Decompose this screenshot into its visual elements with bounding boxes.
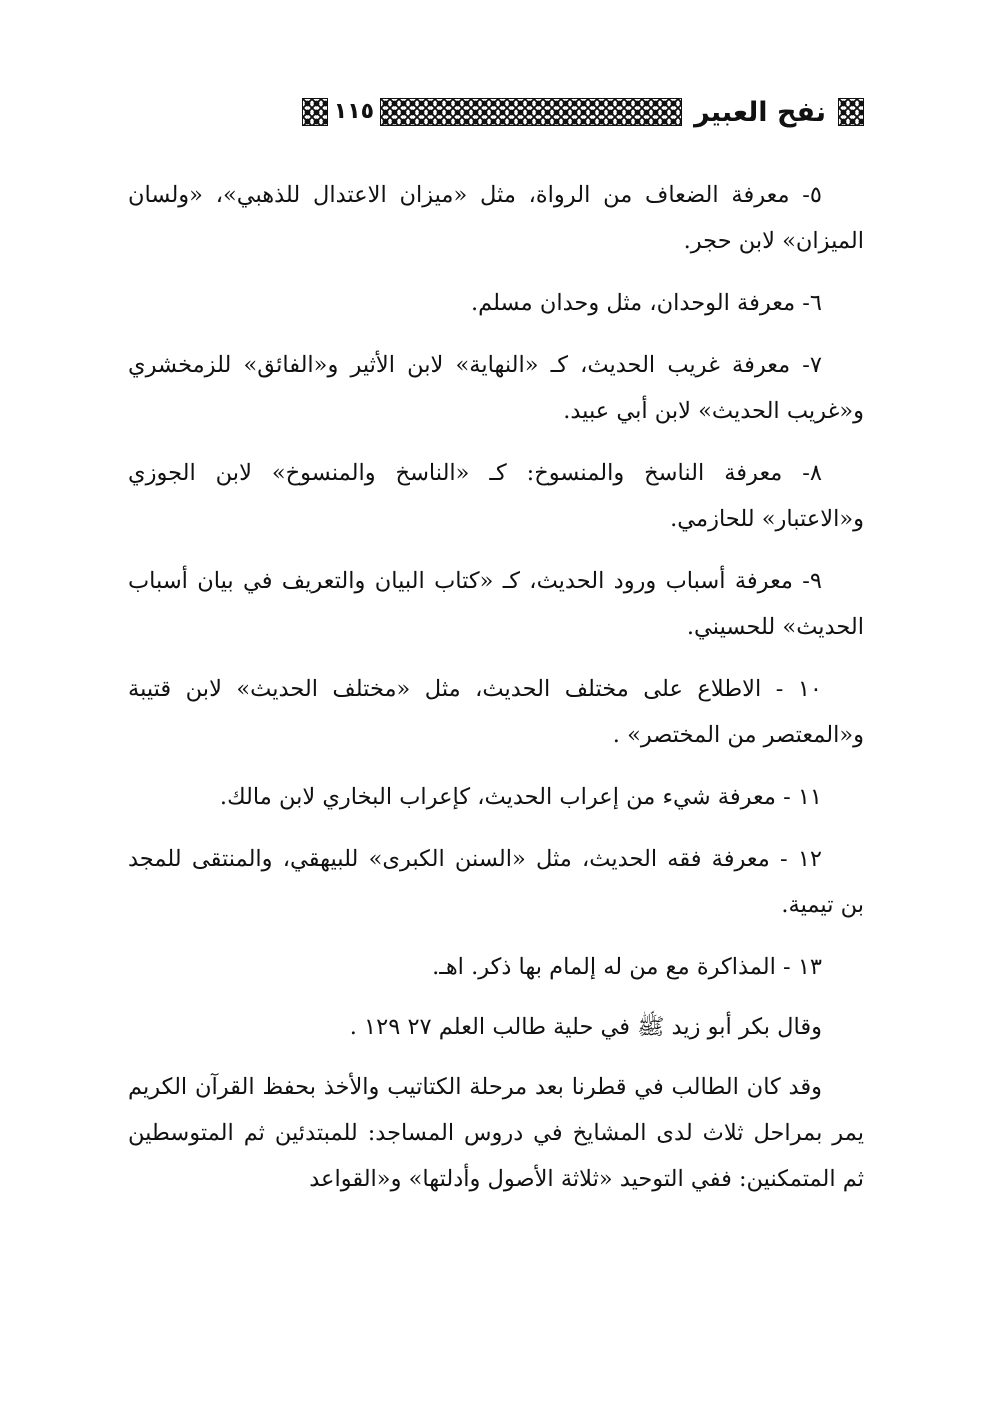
page-number: ١١٥ xyxy=(333,99,375,124)
ornament-block xyxy=(838,98,864,126)
ornament-band xyxy=(380,98,682,126)
paragraph-item-11: ١١ - معرفة شيء من إعراب الحديث، كإعراب البخاري لابن مالك. xyxy=(219,784,822,810)
paragraph-narrative: وقد كان الطالب في قطرنا بعد مرحلة الكتاتيب والأخذ بحفظ القرآن الكريم يمر بمراحل ثلاث لدى المشايخ في دروس المساجد: للمبتدئين ثم المتوسطين ثم المتمكنين: ففي التوحيد «ثلاثة الأصول وأدلتها» و«القواعد xyxy=(128,1074,864,1192)
body-text xyxy=(128,172,864,1218)
paragraph-item-12: ١٢ - معرفة فقه الحديث، مثل «السنن الكبرى» للبيهقي، والمنتقى للمجد بن تيمية. xyxy=(128,846,864,918)
running-header xyxy=(128,92,864,132)
book-title: نفح العبير xyxy=(694,96,826,128)
paragraph-item-8: ٨- معرفة الناسخ والمنسوخ: كـ «الناسخ والمنسوخ» لابن الجوزي و«الاعتبار» للحازمي. xyxy=(128,460,864,532)
paragraph-item-10: ١٠ - الاطلاع على مختلف الحديث، مثل «مختلف الحديث» لابن قتيبة و«المعتصر من المختصر» . xyxy=(128,676,864,748)
quote-attribution: وقال بكر أبو زيد ﷺ في حلية طالب العلم ٢٧ ١٢٩ . xyxy=(349,1014,822,1040)
ornament-block xyxy=(302,98,328,126)
paragraph-item-13: ١٣ - المذاكرة مع من له إلمام بها ذكر. اهـ. xyxy=(432,954,822,980)
paragraph-item-9: ٩- معرفة أسباب ورود الحديث، كـ «كتاب البيان والتعريف في بيان أسباب الحديث» للحسيني. xyxy=(128,568,864,640)
paragraph-item-7: ٧- معرفة غريب الحديث، كـ «النهاية» لابن الأثير و«الفائق» للزمخشري و«غريب الحديث» لابن أبي عبيد. xyxy=(128,352,864,424)
paragraph-item-5: ٥- معرفة الضعاف من الرواة، مثل «ميزان الاعتدال للذهبي»، «ولسان الميزان» لابن حجر. xyxy=(128,182,864,254)
paragraph-item-6: ٦- معرفة الوحدان، مثل وحدان مسلم. xyxy=(470,290,822,316)
